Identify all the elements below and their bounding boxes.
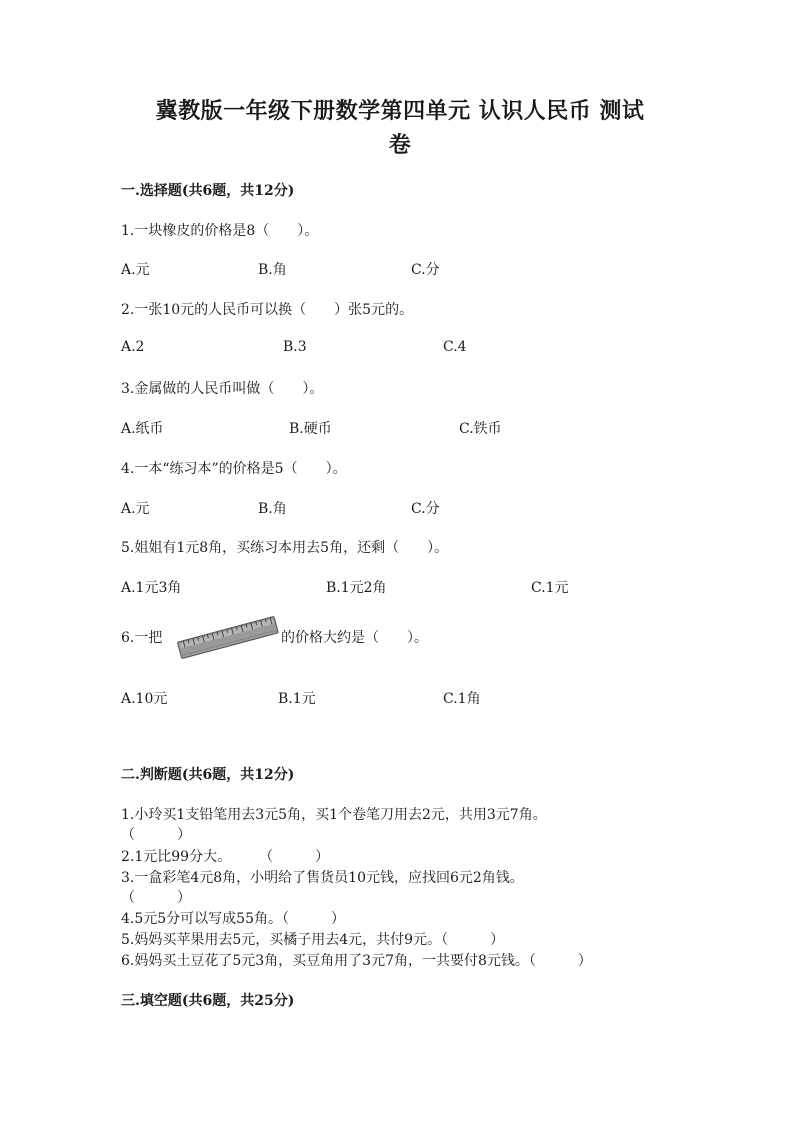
tf-question-3-bracket: （ ） xyxy=(121,890,191,906)
question-4-option-b: B.角 xyxy=(258,501,287,517)
tf-question-5: 5.妈妈买苹果用去5元，买橘子用去4元，共付9元。（ ） xyxy=(121,932,505,948)
tf-question-1: 1.小玲买1支铅笔用去3元5角，买1个卷笔刀用去2元，共用3元7角。 xyxy=(121,807,547,823)
question-2-option-b: B.3 xyxy=(283,339,307,355)
question-1-option-b: B.角 xyxy=(258,262,287,278)
tf-question-4: 4.5元5分可以写成55角。（ ） xyxy=(121,911,345,927)
section-heading-fill-blank: 三.填空题(共6题，共25分) xyxy=(121,993,295,1009)
question-5-option-a: A.1元3角 xyxy=(121,580,182,596)
question-3-option-a: A.纸币 xyxy=(121,421,164,437)
question-1-option-a: A.元 xyxy=(121,262,150,278)
page-title-line2: 卷 xyxy=(388,132,412,158)
ruler-image xyxy=(176,612,280,664)
question-5-option-c: C.1元 xyxy=(531,580,569,596)
question-1-option-c: C.分 xyxy=(411,262,440,278)
tf-question-2: 2.1元比99分大。 （ ） xyxy=(121,849,330,865)
question-4-option-a: A.元 xyxy=(121,501,150,517)
tf-question-6: 6.妈妈买土豆花了5元3角，买豆角用了3元7角，一共要付8元钱。（ ） xyxy=(121,953,592,969)
question-3: 3.金属做的人民币叫做（ ）。 xyxy=(121,381,324,397)
section-heading-true-false: 二.判断题(共6题，共12分) xyxy=(121,767,295,783)
question-6-option-a: A.10元 xyxy=(121,691,168,707)
question-2: 2.一张10元的人民币可以换（ ）张5元的。 xyxy=(121,302,414,318)
question-2-option-a: A.2 xyxy=(121,339,145,355)
question-6-suffix: 的价格大约是（ ）。 xyxy=(281,630,428,646)
page-title-line1: 冀教版一年级下册数学第四单元 认识人民币 测试 xyxy=(155,98,645,124)
question-1: 1.一块橡皮的价格是8（ ）。 xyxy=(121,223,319,239)
question-6-prefix: 6.一把 xyxy=(121,630,163,646)
question-6-option-b: B.1元 xyxy=(278,691,316,707)
tf-question-1-bracket: （ ） xyxy=(121,827,191,843)
question-3-option-c: C.铁币 xyxy=(459,421,502,437)
question-5-option-b: B.1元2角 xyxy=(326,580,387,596)
question-2-option-c: C.4 xyxy=(443,339,467,355)
ruler-icon xyxy=(176,612,280,664)
question-4: 4.一本“练习本”的价格是5（ ）。 xyxy=(121,461,347,477)
question-5: 5.姐姐有1元8角，买练习本用去5角，还剩（ ）。 xyxy=(121,540,449,556)
tf-question-3: 3.一盒彩笔4元8角，小明给了售货员10元钱，应找回6元2角钱。 xyxy=(121,870,524,886)
section-heading-choice: 一.选择题(共6题，共12分) xyxy=(121,183,295,199)
question-6-option-c: C.1角 xyxy=(443,691,481,707)
question-4-option-c: C.分 xyxy=(411,501,440,517)
question-3-option-b: B.硬币 xyxy=(289,421,332,437)
